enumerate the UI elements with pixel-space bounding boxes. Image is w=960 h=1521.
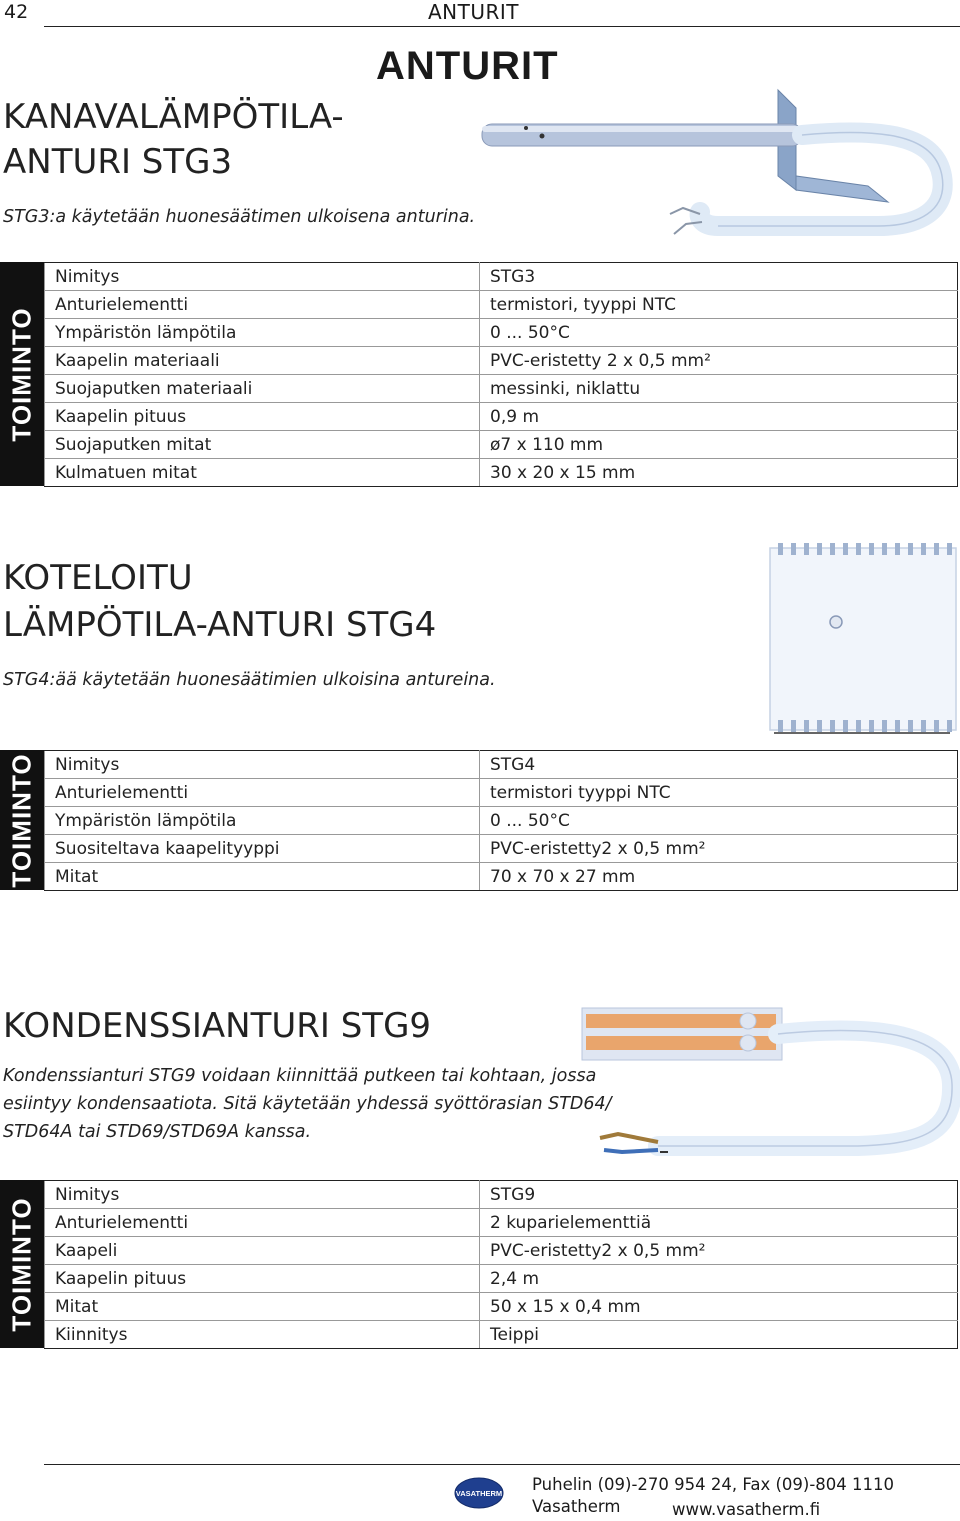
stg4-spec-table <box>44 750 958 891</box>
spec-row <box>45 1237 958 1265</box>
stg3-intro: STG3:a käytetään huonesäätimen ulkoisena anturina. <box>3 207 476 227</box>
spec-value: 30 x 20 x 15 mm <box>480 459 958 487</box>
spec-value: termistori tyyppi NTC <box>480 779 958 807</box>
stg9-sensor-image <box>578 1004 960 1160</box>
spec-value: PVC-eristetty2 x 0,5 mm² <box>480 835 958 863</box>
spec-row <box>45 807 958 835</box>
stg9-intro-line3: STD64A tai STD69/STD69A kanssa. <box>3 1122 312 1142</box>
spec-label: Kiinnitys <box>45 1321 480 1349</box>
stg9-intro-line1: Kondenssianturi STG9 voidaan kiinnittää putkeen tai kohtaan, jossa <box>3 1066 597 1086</box>
spec-row <box>45 263 958 291</box>
spec-row <box>45 459 958 487</box>
spec-row <box>45 319 958 347</box>
spec-row <box>45 403 958 431</box>
spec-value: 0 ... 50°C <box>480 807 958 835</box>
spec-label: Nimitys <box>45 751 480 779</box>
spec-label: Anturielementti <box>45 779 480 807</box>
stg9-side-label <box>0 1180 44 1348</box>
footer-website: www.vasatherm.fi <box>672 1500 821 1519</box>
stg9-spec-table <box>44 1180 958 1349</box>
spec-label: Ympäristön lämpötila <box>45 807 480 835</box>
stg4-side-label-text: TOIMINTO <box>6 752 37 888</box>
stg9-intro-line2: esiintyy kondensaatiota. Sitä käytetään yhdessä syöttörasian STD64/ <box>3 1094 612 1114</box>
tube-highlight <box>482 126 802 132</box>
spec-value: 2 kuparielementtiä <box>480 1209 958 1237</box>
spec-row <box>45 779 958 807</box>
spec-value: 70 x 70 x 27 mm <box>480 863 958 891</box>
spec-value: 2,4 m <box>480 1265 958 1293</box>
spec-value: ø7 x 110 mm <box>480 431 958 459</box>
logo-text: VASATHERM <box>455 1489 503 1498</box>
tube-hole <box>524 126 528 130</box>
spec-label: Anturielementti <box>45 1209 480 1237</box>
spec-value: PVC-eristetty 2 x 0,5 mm² <box>480 347 958 375</box>
stg3-title-line1: KANAVALÄMPÖTILA- <box>3 97 344 137</box>
spec-label: Suojaputken mitat <box>45 431 480 459</box>
spec-value: 0 ... 50°C <box>480 319 958 347</box>
header-divider <box>44 26 960 27</box>
spec-label: Suojaputken materiaali <box>45 375 480 403</box>
stg3-sensor-image <box>478 86 960 248</box>
stg4-sensor-image <box>764 540 960 736</box>
stg4-title-line2: LÄMPÖTILA-ANTURI STG4 <box>3 605 437 645</box>
spec-row <box>45 1321 958 1349</box>
spec-value: messinki, niklattu <box>480 375 958 403</box>
spec-row <box>45 1293 958 1321</box>
page-title: ANTURIT <box>376 44 559 88</box>
spec-label: Anturielementti <box>45 291 480 319</box>
spec-row <box>45 347 958 375</box>
solder-point <box>740 1035 756 1051</box>
spec-row <box>45 863 958 891</box>
spec-label: Mitat <box>45 1293 480 1321</box>
spec-row <box>45 751 958 779</box>
wire-brown <box>600 1134 658 1142</box>
spec-row <box>45 835 958 863</box>
spec-label: Kaapelin pituus <box>45 1265 480 1293</box>
spec-row <box>45 431 958 459</box>
spec-row <box>45 1181 958 1209</box>
solder-point <box>740 1013 756 1029</box>
stg3-spec-table <box>44 262 958 487</box>
spec-value: Teippi <box>480 1321 958 1349</box>
stg9-side-label-text: TOIMINTO <box>6 1196 37 1332</box>
spec-label: Nimitys <box>45 263 480 291</box>
spec-value: termistori, tyyppi NTC <box>480 291 958 319</box>
stg4-intro: STG4:ää käytetään huonesäätimien ulkoisina antureina. <box>3 670 496 690</box>
spec-label: Suositeltava kaapelityyppi <box>45 835 480 863</box>
spec-value: STG9 <box>480 1181 958 1209</box>
spec-label: Kaapeli <box>45 1237 480 1265</box>
spec-label: Mitat <box>45 863 480 891</box>
page-number: 42 <box>4 1 29 23</box>
tube-hole <box>540 134 545 139</box>
spec-value: STG4 <box>480 751 958 779</box>
spec-value: 0,9 m <box>480 403 958 431</box>
wire-blue <box>604 1150 658 1152</box>
stg3-side-label <box>0 262 44 486</box>
spec-row <box>45 1265 958 1293</box>
stg9-title: KONDENSSIANTURI STG9 <box>3 1006 432 1046</box>
vasatherm-logo <box>454 1476 504 1510</box>
stg3-side-label-text: TOIMINTO <box>6 306 37 442</box>
spec-row <box>45 375 958 403</box>
footer-divider <box>44 1464 960 1465</box>
enclosure-screw <box>830 616 842 628</box>
stg4-side-label <box>0 750 44 890</box>
stg4-title-line1: KOTELOITU <box>3 558 193 598</box>
spec-value: PVC-eristetty2 x 0,5 mm² <box>480 1237 958 1265</box>
spec-value: 50 x 15 x 0,4 mm <box>480 1293 958 1321</box>
spec-label: Nimitys <box>45 1181 480 1209</box>
spec-value: STG3 <box>480 263 958 291</box>
header-title: ANTURIT <box>428 0 520 24</box>
bracket-horizontal <box>796 176 888 202</box>
stg3-title-line2: ANTURI STG3 <box>3 142 233 182</box>
spec-row <box>45 1209 958 1237</box>
spec-label: Ympäristön lämpötila <box>45 319 480 347</box>
spec-row <box>45 291 958 319</box>
footer-contact: Puhelin (09)-270 954 24, Fax (09)-804 1110 Vasatherm <box>532 1475 895 1516</box>
enclosure-box <box>770 548 956 730</box>
spec-label: Kaapelin pituus <box>45 403 480 431</box>
spec-label: Kulmatuen mitat <box>45 459 480 487</box>
spec-label: Kaapelin materiaali <box>45 347 480 375</box>
